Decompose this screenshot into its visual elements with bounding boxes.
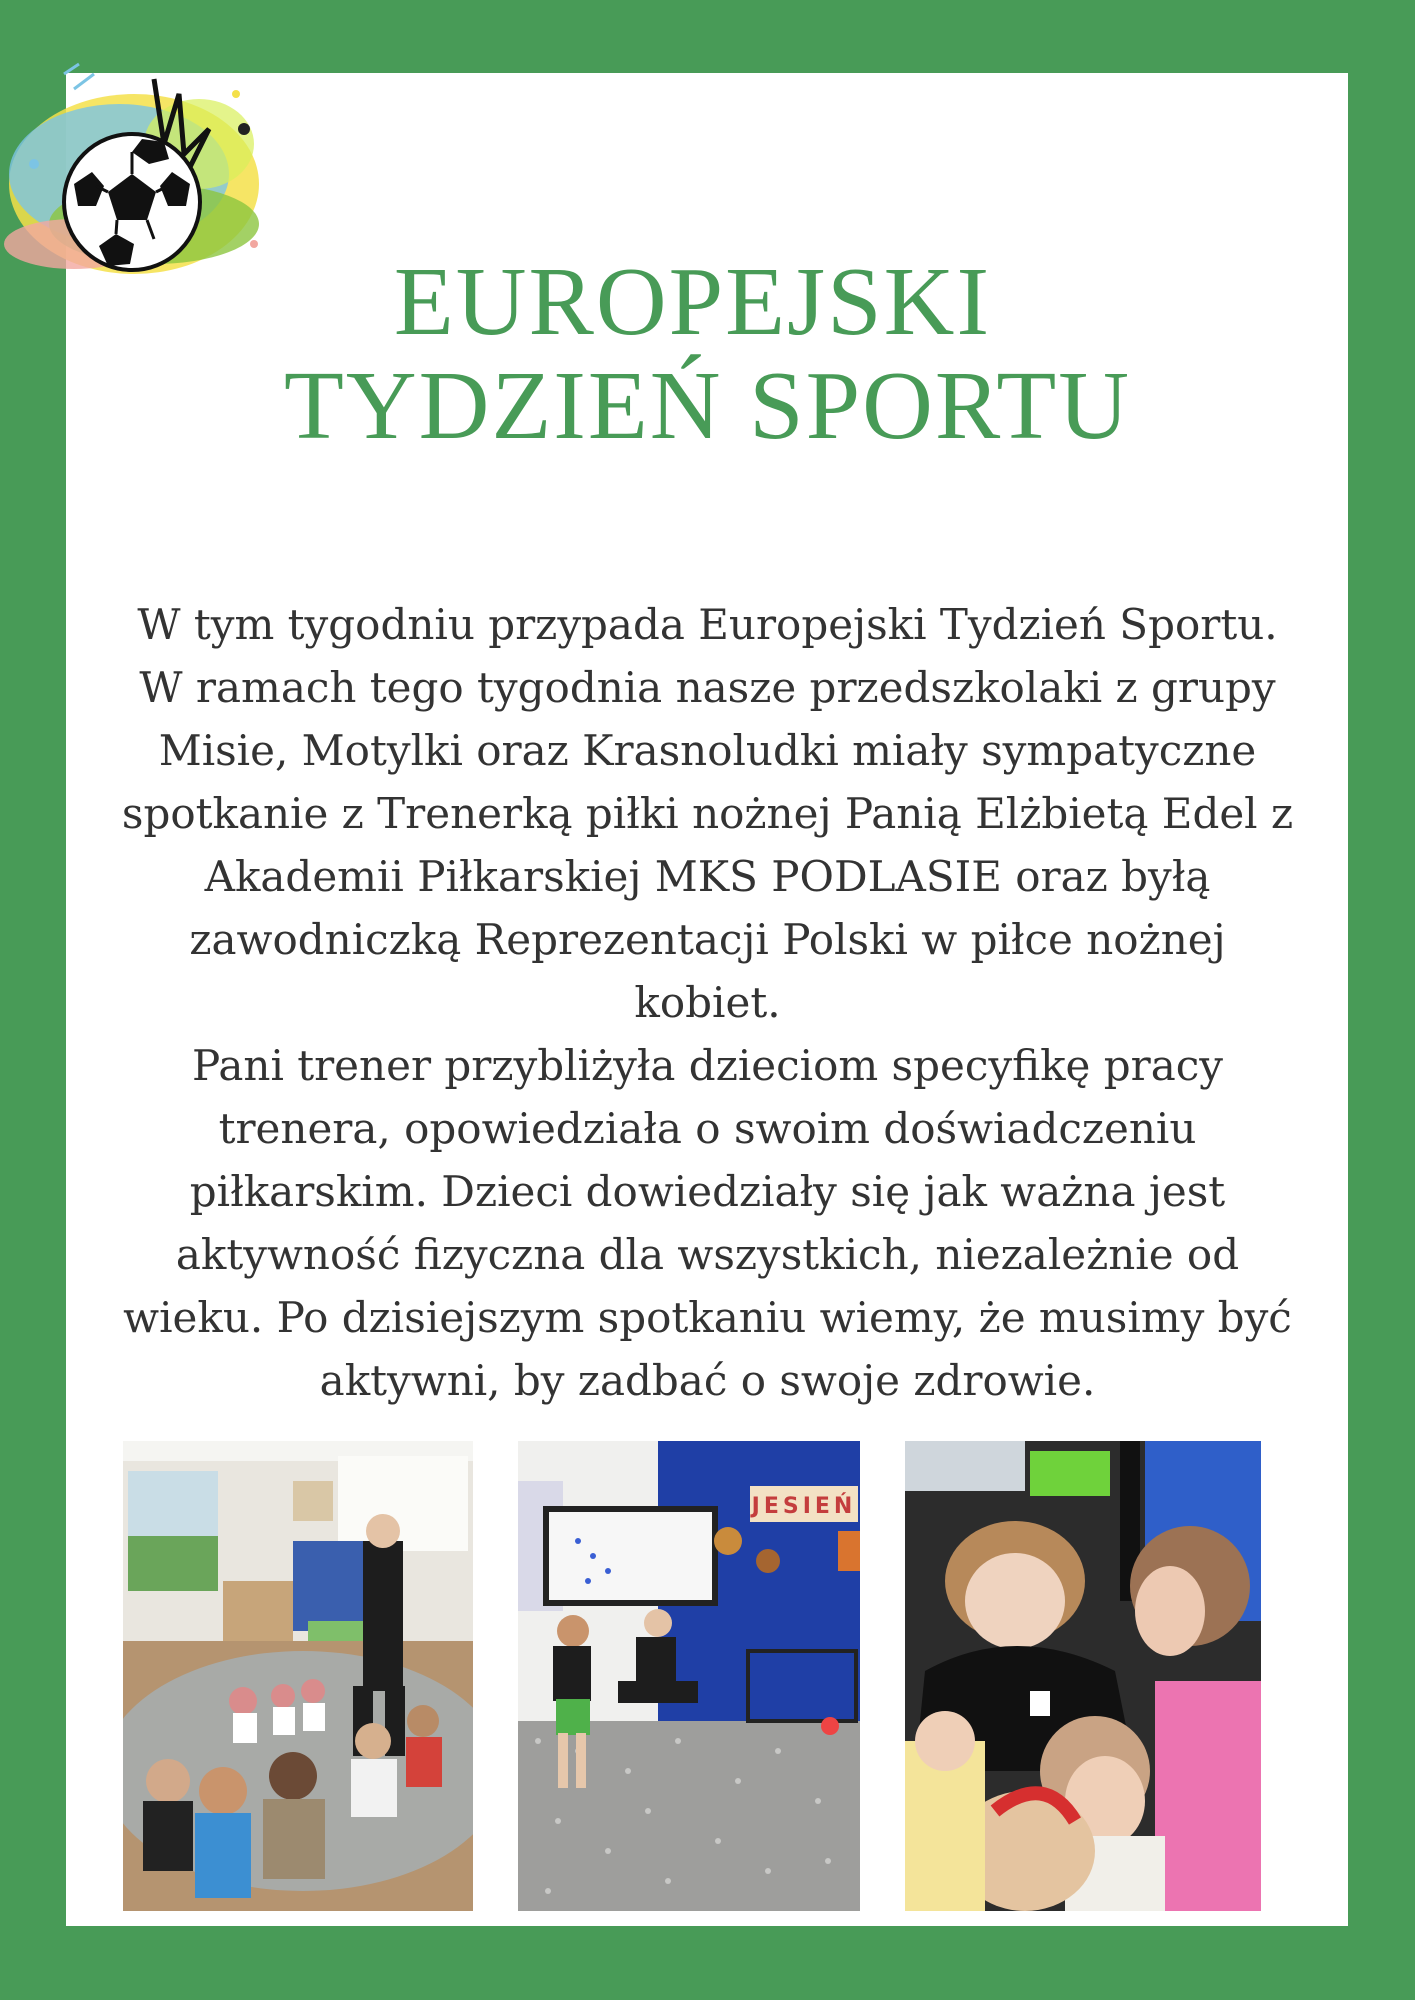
article-body: [110, 593, 1305, 1412]
photo-coach-closeup: [905, 1441, 1261, 1911]
photo-coach-with-boy: [518, 1441, 860, 1911]
title-line-1: EUROPEJSKI: [393, 248, 992, 356]
page-title: [0, 250, 1415, 458]
title-line-2: TYDZIEŃ SPORTU: [284, 352, 1131, 460]
paragraph-details: Pani trener przybliżyła dzieciom specyfikę pracy trenera, opowiedziała o swoim doświadczeniu piłkarskim. Dzieci dowiedziały się jak ważna jest aktywność fizyczna dla wszystkich, niezależnie od wieku. Po dzisiejszym spotkaniu wiemy, że musimy być aktywni, by zadbać o swoje zdrowie.: [123, 1041, 1292, 1405]
photo-classroom: [123, 1441, 473, 1911]
jesien-board-text: JESIEŃ: [751, 1494, 857, 1519]
paragraph-intro: W tym tygodniu przypada Europejski Tydzień Sportu. W ramach tego tygodnia nasze przedszkolaki z grupy Misie, Motylki oraz Krasnoludki miały sympatyczne spotkanie z Trenerką piłki nożnej Panią Elżbietą Edel z Akademii Piłkarskiej MKS PODLASIE oraz byłą zawodniczką Reprezentacji Polski w piłce nożnej kobiet.: [121, 600, 1294, 1027]
